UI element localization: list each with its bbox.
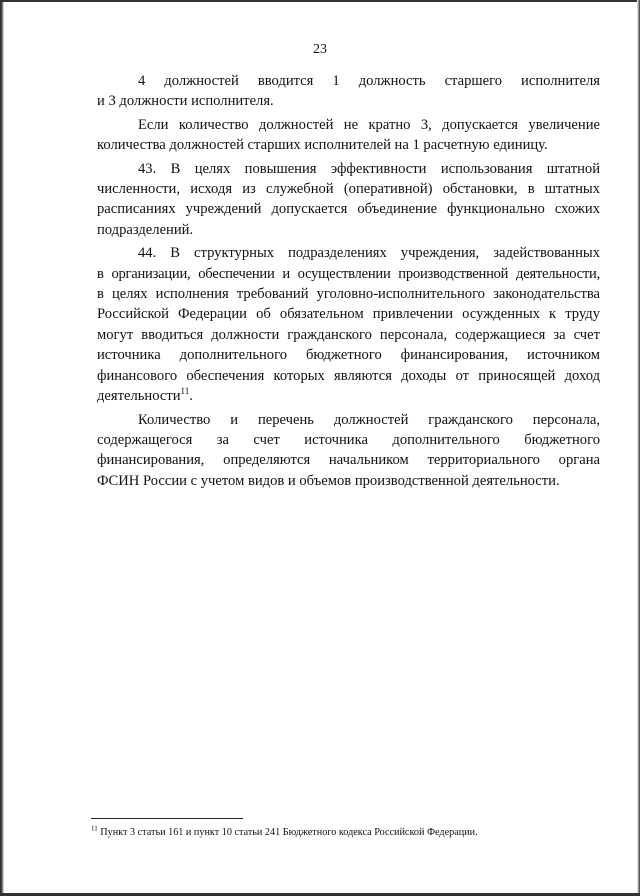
text-line: Российской Федерации об обязательном привлечении осужденных к труду xyxy=(97,306,600,323)
text-line: подразделений. xyxy=(97,221,194,238)
text-line: 43. В целях повышения эффективности использования штатной xyxy=(138,160,600,177)
text-line: ФСИН России с учетом видов и объемов производственной деятельности. xyxy=(97,472,560,489)
footnote-separator xyxy=(91,818,243,819)
text-line: источника дополнительного бюджетного финансирования, источником xyxy=(97,347,600,364)
text-line: в организации, обеспечении и осуществлении производственной деятельности, xyxy=(97,265,600,282)
text-line: Если количество должностей не кратно 3, допускается увеличение xyxy=(138,116,600,133)
footnote-marker: 11 xyxy=(91,824,98,833)
text-line: содержащегося за счет источника дополнительного бюджетного xyxy=(97,431,600,448)
text-line: деятельности xyxy=(97,388,181,405)
text-line: могут вводиться должности гражданского персонала, содержащиеся за счет xyxy=(97,326,600,343)
text-line: численности, исходя из служебной (оперативной) обстановки, в штатных xyxy=(97,181,600,198)
text-line: расписаниях учреждений допускается объединение функционально схожих xyxy=(97,201,600,218)
text-line: 4 должностей вводится 1 должность старшего исполнителя xyxy=(138,73,600,89)
paragraph-item-44 xyxy=(97,243,600,406)
paragraph-item-43 xyxy=(97,159,600,241)
paragraph-civilian-staff xyxy=(97,410,600,492)
text-line: в целях исполнения требований уголовно-исполнительного законодательства xyxy=(97,286,600,303)
text-line: количества должностей старших исполнителей на 1 расчетную единицу. xyxy=(97,137,548,154)
scan-edge-top xyxy=(0,0,640,2)
page-number: 23 xyxy=(313,42,327,57)
footnote-text: Пункт 3 статьи 161 и пункт 10 статьи 241 Бюджетного кодекса Российской Федерации. xyxy=(97,827,478,838)
document-body xyxy=(97,71,600,494)
text-line: финансового обеспечения которых являются доходы от приносящей доход xyxy=(97,367,600,384)
text-line-with-footnote xyxy=(97,386,600,406)
footnote xyxy=(91,826,611,839)
scan-edge-left xyxy=(0,0,4,896)
footnote-reference[interactable]: 11 xyxy=(180,386,190,397)
paragraph-positions-ratio xyxy=(97,71,600,112)
paragraph-not-multiple-of-three xyxy=(97,115,600,156)
sentence-ending: . xyxy=(189,388,193,405)
text-line: и 3 должности исполнителя. xyxy=(97,93,274,110)
text-line: 44. В структурных подразделениях учреждения, задействованных xyxy=(138,245,600,262)
text-line: финансирования, определяются начальником территориального органа xyxy=(97,452,600,469)
text-line: Количество и перечень должностей гражданского персонала, xyxy=(138,411,600,428)
